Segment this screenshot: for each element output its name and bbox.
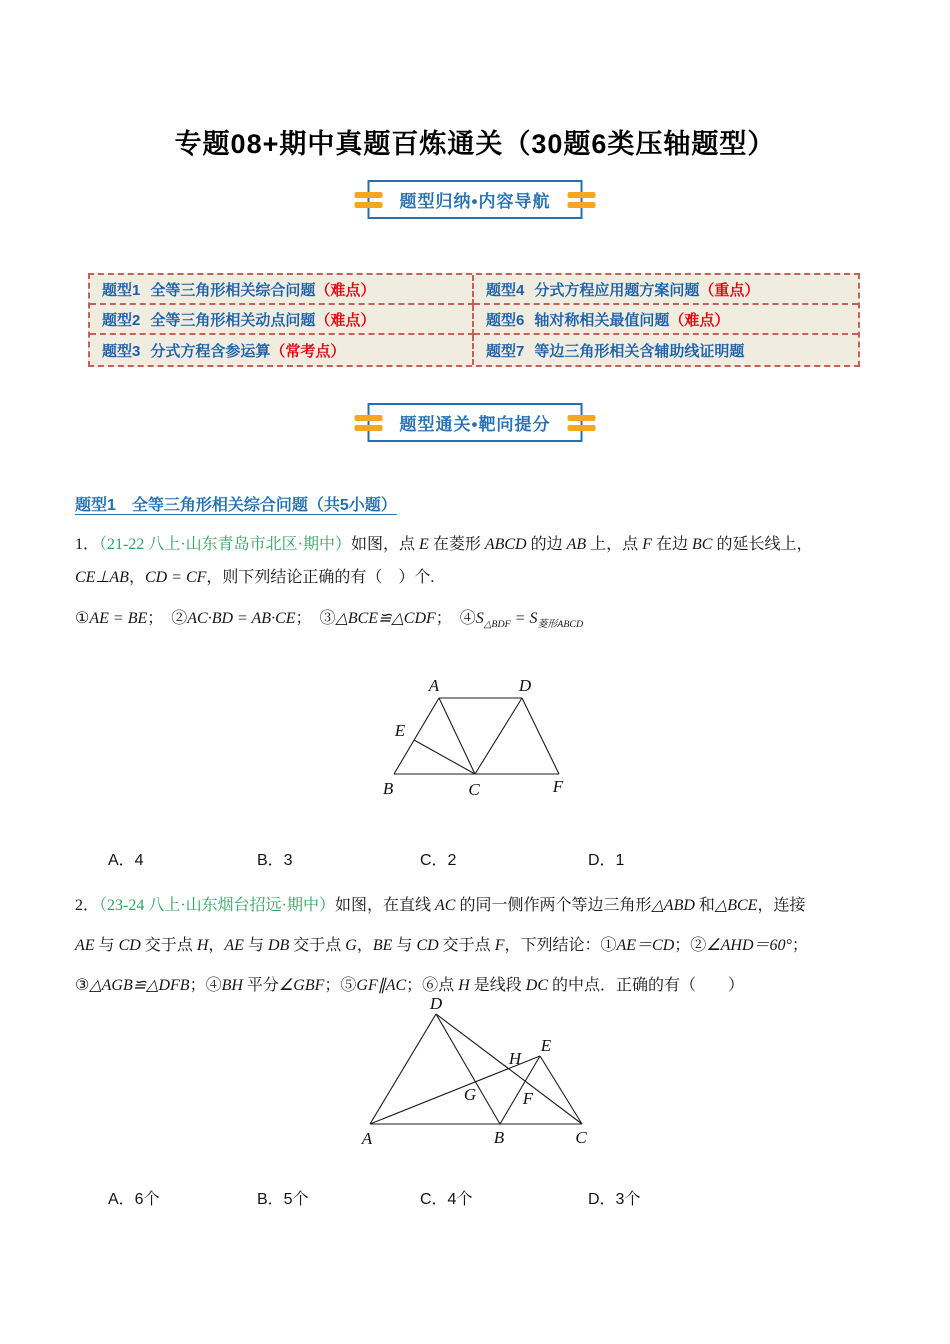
text-run: CD bbox=[416, 937, 439, 954]
text-run: 的同一侧作两个等边三角形 bbox=[455, 897, 652, 914]
toc-item-num: 题型4 bbox=[486, 281, 525, 299]
text-run: ；④ bbox=[189, 977, 222, 994]
text-run: 在菱形 bbox=[428, 536, 485, 553]
edge-DC bbox=[436, 1014, 582, 1124]
fig2-label-B: B bbox=[493, 1128, 505, 1147]
text-run: 的中点．正确的有（ ） bbox=[548, 977, 745, 994]
text-run: DC bbox=[525, 977, 548, 994]
toc-item-tag: （常考点） bbox=[270, 342, 346, 360]
text-run: ； ② bbox=[147, 610, 188, 627]
text-run: ABCD bbox=[484, 536, 527, 553]
text-run: BE bbox=[372, 937, 393, 954]
deco-bar bbox=[355, 192, 383, 198]
edge-EC bbox=[540, 1056, 582, 1124]
text-run: ；⑥点 bbox=[406, 977, 459, 994]
fig2-label-H: H bbox=[508, 1049, 522, 1068]
fig2-label-E: E bbox=[540, 1036, 552, 1055]
text-run: CE⊥AB bbox=[75, 569, 129, 586]
option-b: B．3 bbox=[257, 852, 293, 869]
toc-item-title: 分式方程含参运算 bbox=[150, 342, 271, 360]
text-run: BC bbox=[691, 536, 713, 553]
deco-bar bbox=[567, 425, 595, 431]
text-run: ， bbox=[208, 937, 225, 954]
fig1-label-F: F bbox=[552, 777, 564, 796]
question-1-options bbox=[108, 847, 888, 870]
fig1-label-A: A bbox=[428, 676, 440, 695]
toc-item-num: 题型7 bbox=[486, 342, 525, 360]
text-run: 与 bbox=[392, 937, 417, 954]
banner-practice bbox=[368, 403, 583, 442]
text-run: △BCE bbox=[714, 897, 758, 914]
fig2-label-A: A bbox=[361, 1129, 373, 1148]
text-run: 是线段 bbox=[469, 977, 526, 994]
option-c: C．4个 bbox=[420, 1191, 473, 1208]
text-run: ；② bbox=[674, 937, 707, 954]
text-run: ； ③ bbox=[295, 610, 336, 627]
text-run: AC bbox=[435, 897, 456, 914]
double-bar-icon bbox=[355, 411, 383, 435]
deco-bar bbox=[355, 202, 383, 208]
text-run: S bbox=[475, 610, 484, 627]
toc-item-2 bbox=[90, 305, 474, 335]
text-run: AC·BD = AB·CE bbox=[187, 610, 296, 627]
text-run: 与 bbox=[94, 937, 119, 954]
double-bar-icon bbox=[567, 411, 595, 435]
toc-item-num: 题型6 bbox=[486, 311, 525, 329]
text-run: （21-22 八上·山东青岛市北区·期中） bbox=[99, 536, 352, 553]
toc-item-num: 题型1 bbox=[102, 281, 141, 299]
edge-DB bbox=[436, 1014, 500, 1124]
text-run: AE＝CD bbox=[616, 937, 675, 954]
text-run: 如图，在直线 bbox=[335, 897, 436, 914]
text-run: ∠GBF bbox=[278, 977, 325, 994]
text-run: 上，点 bbox=[586, 536, 643, 553]
text-run: AE bbox=[75, 937, 95, 954]
banner-label: 题型通关•靶向提分 bbox=[399, 415, 551, 434]
fig1-label-C: C bbox=[468, 780, 480, 799]
option-a: A．4 bbox=[108, 852, 144, 869]
text-run: ，则下列结论正确的有（ ）个. bbox=[206, 569, 435, 586]
double-bar-icon bbox=[567, 188, 595, 212]
edge-EC bbox=[414, 740, 475, 774]
fig2-label-G: G bbox=[463, 1085, 477, 1104]
section-1-heading: 题型1 全等三角形相关综合问题（共5小题） bbox=[75, 497, 397, 514]
text-run: 如图，点 bbox=[351, 536, 420, 553]
text-run: = S bbox=[510, 610, 538, 627]
text-run: 与 bbox=[243, 937, 268, 954]
text-run: （23-24 八上·山东烟台招远·期中） bbox=[99, 897, 336, 914]
text-run: ， bbox=[356, 937, 373, 954]
toc-item-6 bbox=[474, 305, 858, 335]
toc-item-title: 分式方程应用题方案问题 bbox=[534, 281, 700, 299]
option-d: D．3个 bbox=[588, 1191, 641, 1208]
text-run: 交于点 bbox=[438, 937, 495, 954]
toc-item-title: 全等三角形相关综合问题 bbox=[150, 281, 316, 299]
option-d: D．1 bbox=[588, 852, 625, 869]
edge-DC bbox=[475, 698, 522, 774]
text-run: 交于点 bbox=[140, 937, 197, 954]
option-c: C．2 bbox=[420, 852, 457, 869]
edge-AC bbox=[439, 698, 475, 774]
text-run: 在边 bbox=[651, 536, 692, 553]
text-run: F bbox=[494, 937, 505, 954]
text-run: AE bbox=[224, 937, 244, 954]
text-run: 平分 bbox=[242, 977, 279, 994]
fig1-label-D: D bbox=[518, 676, 532, 695]
text-run: 和 bbox=[694, 897, 715, 914]
fig2-label-D: D bbox=[429, 996, 443, 1013]
text-run: ；⑤ bbox=[324, 977, 357, 994]
text-run: BH bbox=[221, 977, 243, 994]
topic-index-table bbox=[88, 273, 860, 367]
toc-item-4 bbox=[474, 275, 858, 305]
text-run: GF∥AC bbox=[356, 977, 407, 994]
toc-item-tag: （难点） bbox=[669, 311, 730, 329]
text-run: ； ④ bbox=[435, 610, 476, 627]
text-run: CD bbox=[118, 937, 141, 954]
toc-item-tag: （难点） bbox=[315, 281, 376, 299]
text-run: E bbox=[419, 536, 429, 553]
text-run: ③ bbox=[75, 977, 90, 994]
edge-DF bbox=[522, 698, 559, 774]
deco-bar bbox=[355, 425, 383, 431]
text-run: AB bbox=[566, 536, 587, 553]
text-run: 交于点 bbox=[289, 937, 346, 954]
toc-item-num: 题型3 bbox=[102, 342, 141, 360]
toc-item-title: 轴对称相关最值问题 bbox=[534, 311, 670, 329]
text-run: △AGB≌△DFB bbox=[89, 977, 190, 994]
text-run: ① bbox=[75, 610, 90, 627]
deco-bar bbox=[567, 192, 595, 198]
text-run: H bbox=[458, 977, 470, 994]
fig2-label-C: C bbox=[575, 1128, 587, 1147]
toc-item-7 bbox=[474, 335, 858, 365]
question-1-text bbox=[75, 528, 887, 594]
page-title: 专题08+期中真题百炼通关（30题6类压轴题型） bbox=[174, 129, 776, 159]
fig1-label-B: B bbox=[383, 779, 394, 798]
text-run: ， bbox=[128, 569, 145, 586]
question-2-options bbox=[108, 1186, 888, 1209]
text-run: △BDF bbox=[483, 618, 511, 630]
figure-question-2 bbox=[353, 996, 601, 1154]
question-1-conclusions bbox=[75, 604, 887, 640]
text-run: △ABD bbox=[651, 897, 695, 914]
text-run: ∠AHD＝60° bbox=[706, 937, 792, 954]
text-run: G bbox=[345, 937, 357, 954]
question-2-text bbox=[75, 886, 887, 1006]
deco-bar bbox=[567, 202, 595, 208]
text-run: F bbox=[642, 536, 652, 553]
text-run: 菱形ABCD bbox=[537, 618, 584, 630]
text-run: 的边 bbox=[526, 536, 567, 553]
toc-item-1 bbox=[90, 275, 474, 305]
figure-question-1 bbox=[383, 672, 583, 807]
toc-item-num: 题型2 bbox=[102, 311, 141, 329]
text-run: CD = CF bbox=[144, 569, 207, 586]
text-run: H bbox=[196, 937, 209, 954]
option-b: B．5个 bbox=[257, 1191, 309, 1208]
text-run: ； bbox=[791, 937, 808, 954]
toc-item-tag: （重点） bbox=[699, 281, 760, 299]
toc-item-title: 等边三角形相关含辅助线证明题 bbox=[534, 342, 745, 360]
double-bar-icon bbox=[355, 188, 383, 212]
option-a: A．6个 bbox=[108, 1191, 160, 1208]
text-run: ，连接 bbox=[757, 897, 806, 914]
edge-AD bbox=[370, 1014, 436, 1124]
text-run: 1． bbox=[75, 536, 100, 553]
text-run: △BCE≌△CDF bbox=[335, 610, 436, 627]
text-run: 2． bbox=[75, 897, 100, 914]
toc-item-tag: （难点） bbox=[315, 311, 376, 329]
toc-item-3 bbox=[90, 335, 474, 365]
text-run: DB bbox=[267, 937, 290, 954]
banner-label: 题型归纳•内容导航 bbox=[399, 192, 551, 211]
fig2-label-F: F bbox=[522, 1089, 534, 1108]
text-run: 的延长线上， bbox=[712, 536, 813, 553]
banner-content-nav bbox=[368, 180, 583, 219]
fig1-label-E: E bbox=[394, 721, 406, 740]
deco-bar bbox=[567, 415, 595, 421]
text-run: ，下列结论：① bbox=[504, 937, 617, 954]
deco-bar bbox=[355, 415, 383, 421]
text-run: AE = BE bbox=[89, 610, 148, 627]
toc-item-title: 全等三角形相关动点问题 bbox=[150, 311, 316, 329]
